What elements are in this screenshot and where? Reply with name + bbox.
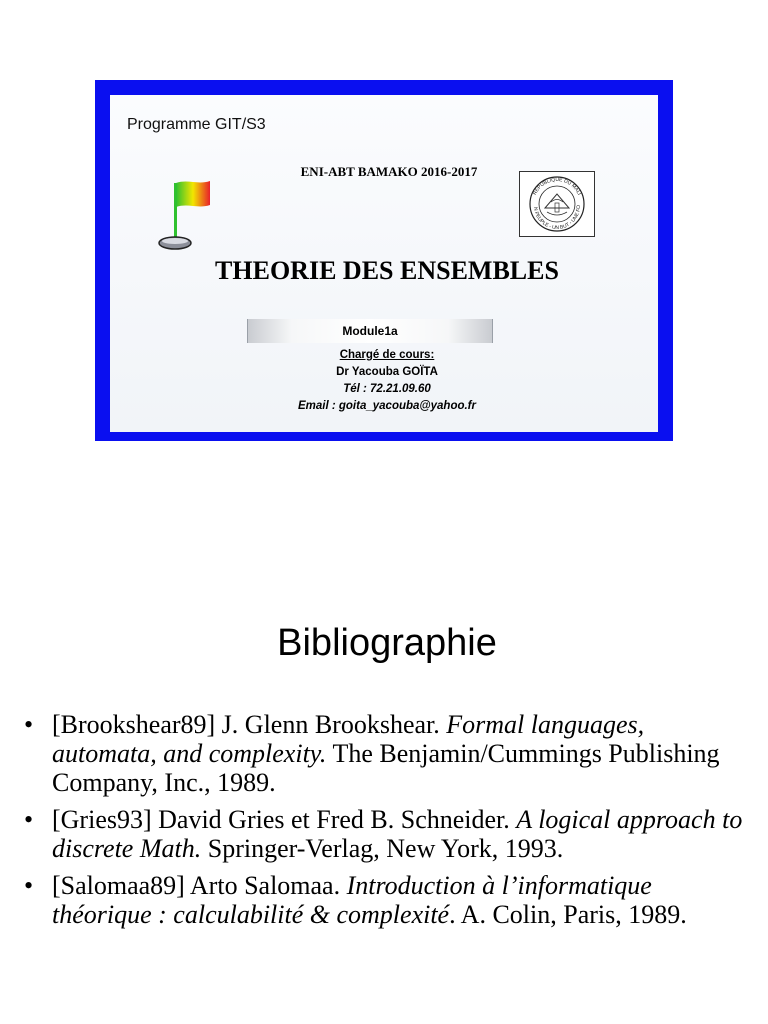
reference-key: [Gries93] David Gries et Fred B. Schneider. [52,805,510,834]
instructor-phone: Tél : 72.21.09.60 [343,383,431,395]
list-item [24,710,754,797]
republic-seal [519,171,595,237]
instructor-block [110,347,658,415]
list-item [24,871,754,929]
seal-icon [520,172,594,236]
seal-text-bottom: N PEUPLE - UN BUT - UNE FO [531,204,583,232]
list-item [24,805,754,863]
reference-title: Introduction à l’informatique théorique : calculabilité & complexité [52,871,652,929]
reference-publisher: Springer-Verlag, New York, 1993. [207,834,564,863]
module-label: Module1a [247,319,493,343]
bullet: • [24,871,34,900]
instructor-name: Dr Yacouba GOÏTA [336,366,438,378]
instructor-label: Chargé de cours: [339,349,435,361]
bibliography-title: Bibliographie [277,622,497,664]
seal-text-top: REPUBLIQUE DU MALI [532,176,582,197]
mali-flag-icon [158,179,214,251]
reference-key: [Salomaa89] Arto Salomaa. [52,871,341,900]
reference-title: A logical approach to discrete Math. [52,805,743,863]
bullet: • [24,710,34,739]
bullet: • [24,805,34,834]
program-label: Programme GIT/S3 [127,116,266,133]
reference-list [24,710,754,937]
reference-publisher: . A. Colin, Paris, 1989. [449,900,687,929]
reference-key: [Brookshear89] J. Glenn Brookshear. [52,710,440,739]
reference-title: Formal languages, automata, and complexity. [52,710,645,768]
title-slide-content [110,95,658,432]
course-title: THEORIE DES ENSEMBLES [215,256,559,285]
instructor-email: Email : goita_yacouba@yahoo.fr [297,400,476,412]
institution-label: ENI-ABT BAMAKO 2016-2017 [300,164,478,179]
title-slide [95,80,673,441]
reference-publisher: The Benjamin/Cummings Publishing Company, Inc., 1989. [52,739,720,797]
